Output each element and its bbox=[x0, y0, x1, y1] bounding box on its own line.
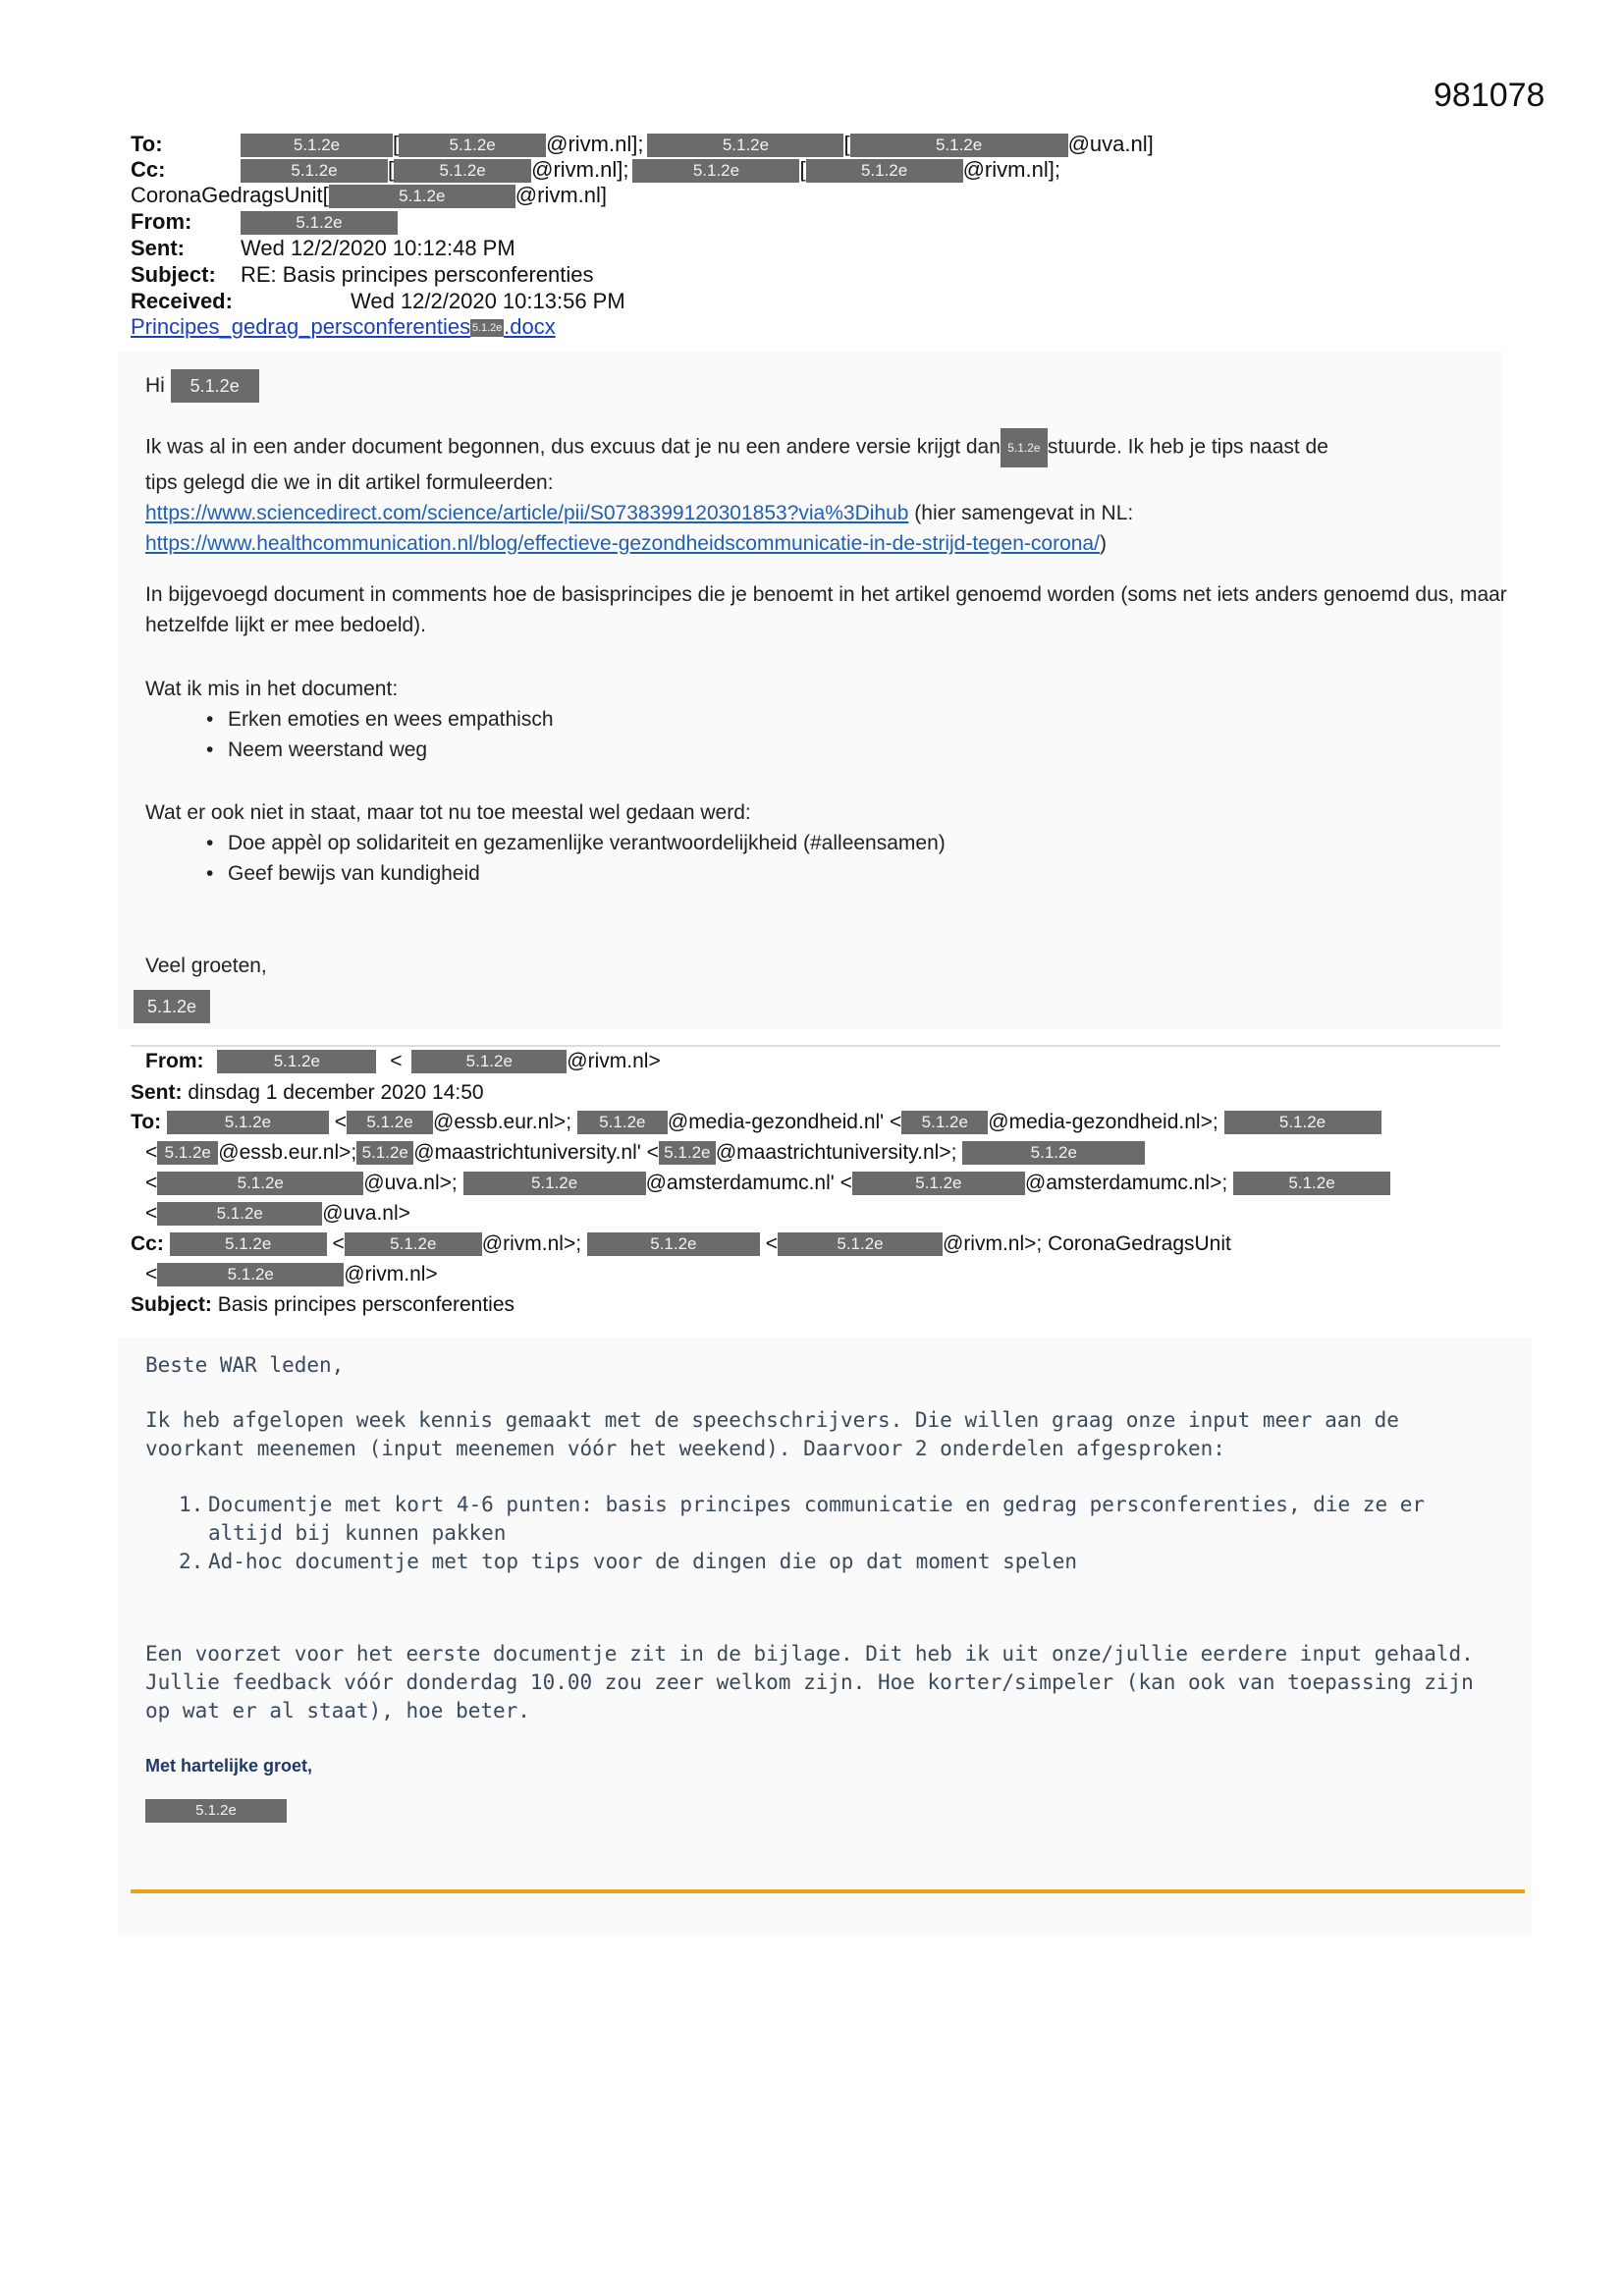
reply-signature bbox=[134, 990, 210, 1023]
list-text: Documentje met kort 4-6 punten: basis principes communicatie en gedrag persconferenties, die ze er altijd bij kunnen pakken bbox=[208, 1493, 1426, 1545]
redaction-box: 5.1.2e bbox=[470, 319, 504, 337]
missing-section bbox=[145, 674, 1510, 765]
fwd-subject-value: Basis principes persconferenties bbox=[217, 1293, 515, 1316]
fwd-cc-line-2 bbox=[145, 1262, 438, 1287]
fwd-subject-label: Subject: bbox=[131, 1293, 212, 1316]
original-greeting: Beste WAR leden, bbox=[145, 1353, 345, 1377]
original-list bbox=[179, 1491, 1500, 1576]
cc-domain-2: @rivm.nl]; bbox=[962, 157, 1060, 182]
redaction-box: 5.1.2e bbox=[157, 1263, 344, 1286]
missing-item: • Erken emoties en wees empathisch bbox=[206, 704, 1510, 735]
fwd-to-line-1 bbox=[131, 1110, 1381, 1135]
redaction-box: 5.1.2e bbox=[587, 1232, 760, 1256]
signature-rule bbox=[131, 1889, 1525, 1893]
cc-unit-suffix: @rivm.nl] bbox=[514, 183, 608, 207]
list-number: 1. bbox=[179, 1493, 204, 1516]
to-domain-1: @rivm.nl]; bbox=[546, 132, 644, 156]
redaction-box: 5.1.2e bbox=[463, 1172, 646, 1195]
redaction-box: 5.1.2e bbox=[170, 1232, 327, 1256]
redaction-box: 5.1.2e bbox=[171, 369, 259, 403]
fwd-lt: < bbox=[332, 1232, 345, 1255]
cc-label: Cc: bbox=[131, 157, 166, 182]
received-label: Received: bbox=[131, 289, 233, 313]
fwd-domain: @amsterdamumc.nl>; bbox=[1024, 1172, 1228, 1194]
healthcommunication-link[interactable]: https://www.healthcommunication.nl/blog/effectieve-gezondheidscommunicatie-in-de-strijd-tegen-corona/ bbox=[145, 532, 1100, 555]
to-domain-2: @uva.nl] bbox=[1067, 132, 1154, 156]
redaction-box: 5.1.2e bbox=[157, 1141, 218, 1165]
redaction-box: 5.1.2e bbox=[806, 159, 963, 183]
fwd-domain: @rivm.nl> bbox=[344, 1263, 438, 1285]
fwd-to-line-2 bbox=[145, 1140, 1145, 1166]
redaction-box: 5.1.2e bbox=[1224, 1111, 1381, 1134]
redaction-box: 5.1.2e bbox=[347, 1111, 433, 1134]
sent-value: Wed 12/2/2020 10:12:48 PM bbox=[241, 236, 515, 260]
reply-closing: Veel groeten, bbox=[145, 955, 267, 977]
redaction-box: 5.1.2e bbox=[157, 1202, 322, 1226]
header-sent-line bbox=[131, 236, 1505, 261]
fwd-subject-line bbox=[131, 1292, 514, 1318]
reply-paragraph-1 bbox=[145, 428, 1510, 559]
header-cc-line-2 bbox=[131, 183, 1505, 208]
also-heading: Wat er ook niet in staat, maar tot nu toe meestal wel gedaan werd: bbox=[145, 801, 751, 824]
redaction-box: 5.1.2e bbox=[241, 211, 398, 235]
fwd-from-lt: < bbox=[390, 1050, 403, 1072]
header-received-line bbox=[131, 289, 1505, 314]
reply-p1-text: Ik was al in een ander document begonnen, dus excuus dat je nu een andere versie krijgt dan bbox=[145, 435, 1001, 459]
link2-note: ) bbox=[1099, 532, 1107, 555]
fwd-from-line bbox=[145, 1049, 661, 1074]
reply-greeting-line bbox=[145, 369, 259, 403]
received-value: Wed 12/2/2020 10:13:56 PM bbox=[351, 289, 625, 313]
fwd-domain: @rivm.nl>; bbox=[481, 1232, 582, 1255]
redaction-box: 5.1.2e bbox=[167, 1111, 329, 1134]
redaction-box: 5.1.2e bbox=[217, 1050, 376, 1073]
fwd-cc-label: Cc: bbox=[131, 1232, 164, 1255]
fwd-domain: @essb.eur.nl>; bbox=[218, 1141, 357, 1164]
message-divider bbox=[131, 1045, 1500, 1047]
fwd-lt: < bbox=[145, 1263, 158, 1285]
reply-greeting: Hi bbox=[145, 374, 165, 397]
fwd-sent-line bbox=[131, 1080, 484, 1106]
link1-note: (hier samengevat in NL: bbox=[908, 502, 1134, 524]
original-body bbox=[118, 1338, 1532, 1937]
fwd-domain: @uva.nl> bbox=[322, 1202, 410, 1225]
redaction-box: 5.1.2e bbox=[345, 1232, 482, 1256]
redaction-box: 5.1.2e bbox=[901, 1111, 988, 1134]
also-item: • Doe appèl op solidariteit en gezamenlijke verantwoordelijkheid (#alleensamen) bbox=[206, 828, 1510, 858]
redaction-box: 5.1.2e bbox=[157, 1172, 363, 1195]
cc-unit-prefix: CoronaGedragsUnit[ bbox=[131, 183, 329, 207]
redaction-box: 5.1.2e bbox=[145, 1799, 287, 1823]
fwd-from-label: From: bbox=[145, 1050, 204, 1072]
fwd-cc-line-1 bbox=[131, 1231, 1231, 1257]
from-label: From: bbox=[131, 209, 192, 234]
list-number: 2. bbox=[179, 1550, 204, 1573]
original-paragraph-2: Een voorzet voor het eerste documentje zit in de bijlage. Dit heb ik uit onze/jullie eerdere input gehaald. Jullie feedback vóór donderdag 10.00 zou zeer welkom zijn. Hoe korter/simpeler (kan ook van toepassing zijn op wat er al staat), hoe beter. bbox=[145, 1642, 1474, 1722]
fwd-to-line-4 bbox=[145, 1201, 410, 1227]
to-bracket-2: [ bbox=[843, 132, 850, 156]
sciencedirect-link[interactable]: https://www.sciencedirect.com/science/article/pii/S0738399120301853?via%3Dihub bbox=[145, 502, 909, 524]
fwd-sent-label: Sent: bbox=[131, 1081, 183, 1104]
attachment-name: Principes_gedrag_persconferenties bbox=[131, 314, 471, 339]
reply-paragraph-2: In bijgevoegd document in comments hoe de basisprincipes die je benoemt in het artikel genoemd worden (soms net iets anders genoemd dus, maar hetzelfde lijkt er mee bedoeld). bbox=[145, 583, 1507, 636]
missing-item: • Neem weerstand weg bbox=[206, 735, 1510, 765]
redaction-box: 5.1.2e bbox=[647, 134, 843, 157]
to-bracket: [ bbox=[393, 132, 400, 156]
redaction-box: 5.1.2e bbox=[134, 990, 210, 1023]
cc-domain-1: @rivm.nl]; bbox=[531, 157, 629, 182]
redaction-box: 5.1.2e bbox=[329, 185, 515, 208]
fwd-domain: @maastrichtuniversity.nl' < bbox=[413, 1141, 659, 1164]
sent-label: Sent: bbox=[131, 236, 185, 260]
redaction-box: 5.1.2e bbox=[241, 159, 388, 183]
to-label: To: bbox=[131, 132, 163, 156]
redaction-box: 5.1.2e bbox=[852, 1172, 1025, 1195]
original-list-item bbox=[179, 1491, 1500, 1548]
header-cc-line bbox=[131, 157, 1505, 183]
redaction-box: 5.1.2e bbox=[850, 134, 1068, 157]
header-from-line bbox=[131, 209, 1505, 235]
fwd-to-label: To: bbox=[131, 1111, 162, 1133]
fwd-from-domain: @rivm.nl> bbox=[567, 1050, 661, 1072]
redaction-box: 5.1.2e bbox=[241, 134, 393, 157]
reply-body bbox=[118, 352, 1507, 1029]
also-item: • Geef bewijs van kundigheid bbox=[206, 858, 1510, 889]
original-list-item bbox=[179, 1548, 1500, 1576]
redaction-box: 5.1.2e bbox=[399, 134, 546, 157]
cc-bracket: [ bbox=[388, 157, 395, 182]
fwd-domain: @media-gezondheid.nl>; bbox=[988, 1111, 1218, 1133]
redaction-box: 5.1.2e bbox=[659, 1141, 716, 1165]
redaction-box: 5.1.2e bbox=[411, 1050, 567, 1073]
header-subject-line bbox=[131, 262, 1505, 288]
attachment-link[interactable] bbox=[131, 314, 556, 340]
redaction-box: 5.1.2e bbox=[778, 1232, 943, 1256]
also-section bbox=[145, 797, 1510, 889]
reply-p1-text-b: stuurde. Ik heb je tips naast de bbox=[1047, 435, 1328, 459]
fwd-domain: @rivm.nl>; CoronaGedragsUnit bbox=[943, 1232, 1231, 1255]
fwd-to-line-3 bbox=[145, 1171, 1390, 1196]
reply-p1-text-c: tips gelegd die we in dit artikel formuleerden: bbox=[145, 471, 554, 494]
fwd-domain: @maastrichtuniversity.nl>; bbox=[715, 1141, 957, 1164]
fwd-domain: @amsterdamumc.nl' < bbox=[645, 1172, 852, 1194]
original-paragraph-1: Ik heb afgelopen week kennis gemaakt met de speechschrijvers. Die willen graag onze input meer aan de voorkant meenemen (input meenemen vóór het weekend). Daarvoor 2 onderdelen afgesproken: bbox=[145, 1408, 1399, 1460]
original-signature bbox=[145, 1799, 287, 1823]
original-signoff: Met hartelijke groet, bbox=[145, 1756, 313, 1776]
redaction-box: 5.1.2e bbox=[394, 159, 531, 183]
fwd-domain: @media-gezondheid.nl' < bbox=[667, 1111, 902, 1133]
redaction-box: 5.1.2e bbox=[577, 1111, 668, 1134]
attachment-extension: .docx bbox=[504, 314, 556, 339]
fwd-lt: < bbox=[145, 1172, 158, 1194]
subject-value: RE: Basis principes persconferenties bbox=[241, 262, 594, 287]
fwd-lt: < bbox=[765, 1232, 778, 1255]
fwd-lt: < bbox=[334, 1111, 348, 1133]
fwd-sent-value: dinsdag 1 december 2020 14:50 bbox=[188, 1081, 484, 1104]
cc-bracket-2: [ bbox=[799, 157, 806, 182]
missing-heading: Wat ik mis in het document: bbox=[145, 678, 399, 700]
fwd-lt: < bbox=[145, 1202, 158, 1225]
fwd-domain: @essb.eur.nl>; bbox=[433, 1111, 572, 1133]
fwd-domain: @uva.nl>; bbox=[363, 1172, 458, 1194]
redaction-box: 5.1.2e bbox=[962, 1141, 1145, 1165]
document-number: 981078 bbox=[1434, 77, 1545, 114]
header-to-line bbox=[131, 132, 1505, 157]
subject-label: Subject: bbox=[131, 262, 216, 287]
redaction-box: 5.1.2e bbox=[1233, 1172, 1390, 1195]
redaction-box: 5.1.2e bbox=[632, 159, 799, 183]
redaction-box: 5.1.2e bbox=[356, 1141, 413, 1165]
fwd-lt: < bbox=[145, 1141, 158, 1164]
redaction-box: 5.1.2e bbox=[1001, 428, 1048, 467]
list-text: Ad-hoc documentje met top tips voor de dingen die op dat moment spelen bbox=[208, 1550, 1078, 1573]
